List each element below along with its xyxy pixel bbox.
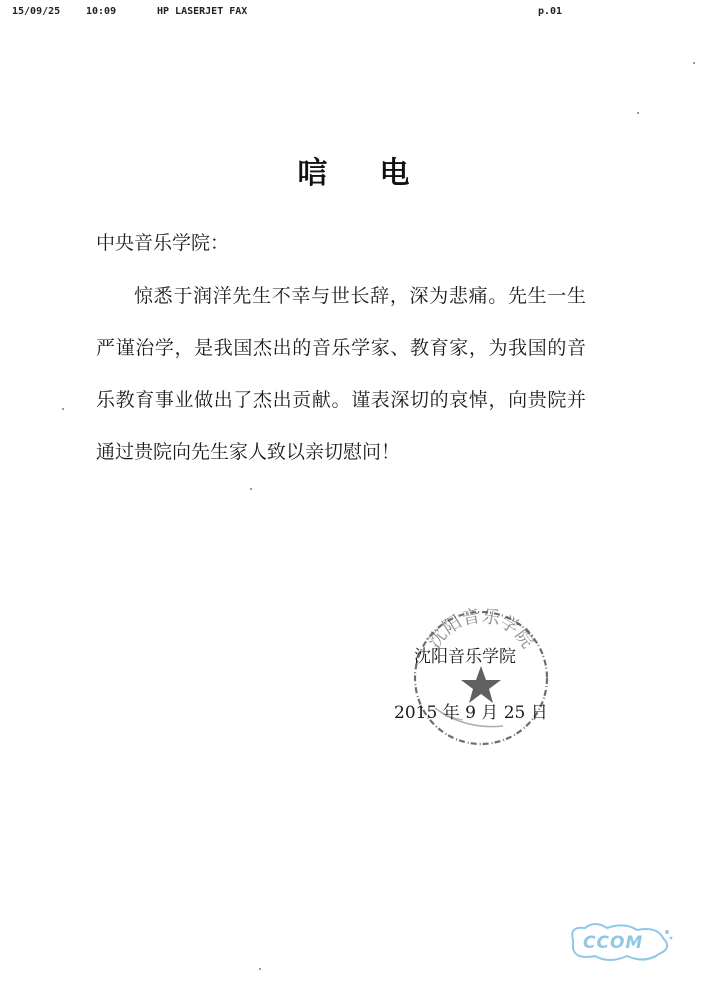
scan-speck bbox=[637, 112, 639, 114]
document-title: 唁电 bbox=[297, 156, 462, 191]
seal-text: 沈阳音乐学院 bbox=[424, 605, 538, 653]
addressee: 中央音乐学院： bbox=[96, 232, 230, 254]
fax-date: 15/09/25 bbox=[12, 6, 61, 17]
scan-speck bbox=[62, 408, 64, 410]
signature-date: 2015 年 9 月 25 日 bbox=[394, 703, 548, 723]
scan-speck bbox=[250, 488, 252, 490]
scan-speck bbox=[259, 968, 261, 970]
fax-device-name: HP LASERJET FAX bbox=[157, 6, 248, 17]
body-paragraph: 惊悉于润洋先生不幸与世长辞，深为悲痛。先生一生严谨治学，是我国杰出的音乐学家、教育家，为我国的音乐教育事业做出了杰出贡献。谨表深切的哀悼，向贵院并通过贵院向先生家人致以亲切慰问！ bbox=[96, 285, 586, 463]
ccom-watermark-logo bbox=[565, 918, 677, 964]
fax-page-number: p.01 bbox=[538, 6, 563, 17]
fax-time: 10:09 bbox=[86, 6, 117, 17]
scan-speck bbox=[693, 62, 695, 64]
official-seal-stamp bbox=[405, 598, 557, 750]
fax-header bbox=[12, 6, 695, 22]
signature-organization: 沈阳音乐学院 bbox=[414, 647, 516, 667]
watermark-text: CCOM bbox=[583, 933, 644, 953]
